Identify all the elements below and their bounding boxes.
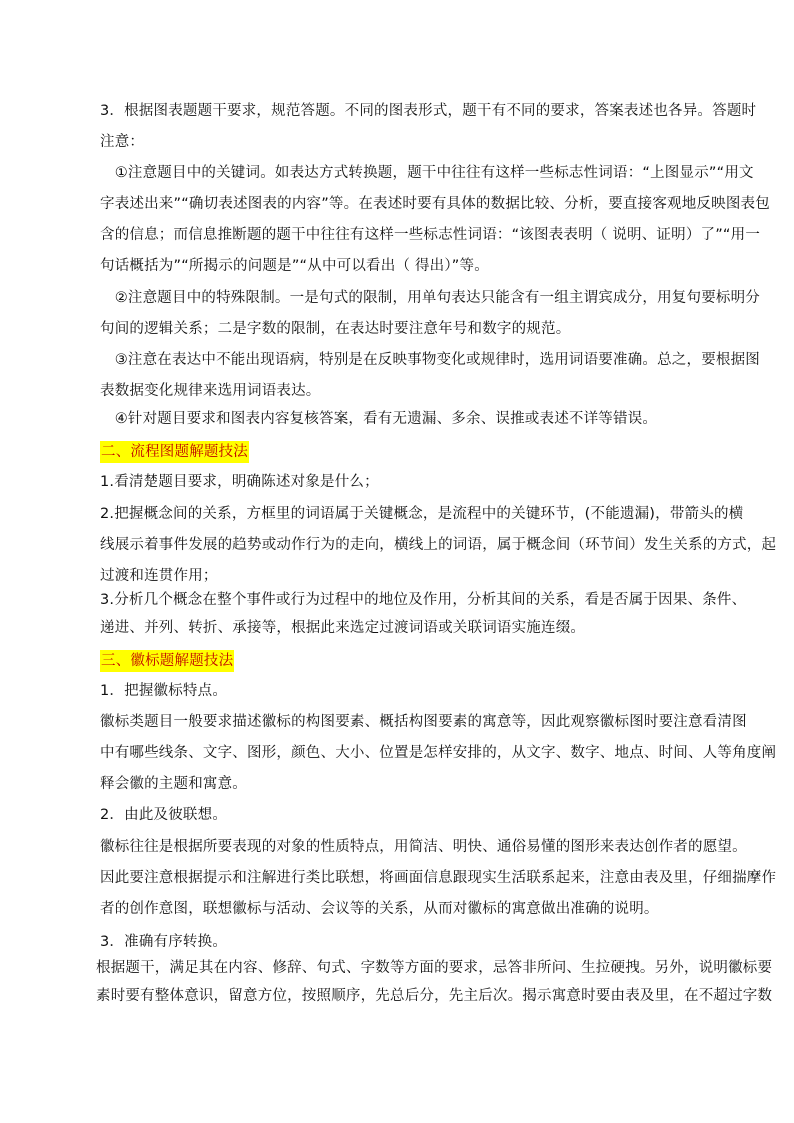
point-2-line: 句间的逻辑关系；二是字数的限制，在表达时要注意年号和数字的规范。 xyxy=(100,321,571,337)
logo-line: 1．把握徽标特点。 xyxy=(100,683,228,699)
logo-line: 徽标往往是根据所要表现的对象的性质特点，用简洁、明快、通俗易懂的图形来表达创作者的愿望。 xyxy=(100,839,747,855)
logo-line: 者的创作意图，联想徽标与活动、会议等的关系，从而对徽标的寓意做出准确的说明。 xyxy=(100,901,659,917)
logo-line: 徽标类题目一般要求描述徽标的构图要素、概括构图要素的寓意等，因此观察徽标图时要注意看清图 xyxy=(100,714,747,730)
flow-line: 2.把握概念间的关系，方框里的词语属于关键概念，是流程中的关键环节，(不能遗漏)，带箭头的横 xyxy=(100,506,744,522)
logo-line: 3．准确有序转换。 xyxy=(100,934,228,950)
heading-flowchart: 二、流程图题解题技法 xyxy=(100,441,249,463)
point-3 xyxy=(100,345,760,407)
point-1 xyxy=(100,158,770,282)
point-2-line: ②注意题目中的特殊限制。一是句式的限制，用单句表达只能含有一组主谓宾成分，用复句要标明分 xyxy=(100,290,760,306)
logo-line: 素时要有整体意识，留意方位，按照顺序，先总后分，先主后次。揭示寓意时要由表及里，在不超过字数 xyxy=(96,988,773,1004)
point-2 xyxy=(100,283,760,345)
flow-line: 线展示着事件发展的趋势或动作行为的走向，横线上的词语，属于概念间（环节间）发生关系的方式，起 xyxy=(100,537,777,553)
logo-item-1-body xyxy=(100,707,777,800)
flow-line: 3.分析几个概念在整个事件或行为过程中的地位及作用，分析其间的关系，看是否属于因果、条件、 xyxy=(100,592,747,608)
point-3-line: 表数据变化规律来选用词语表达。 xyxy=(100,383,321,399)
flow-line: 过渡和连贯作用； xyxy=(100,568,218,584)
logo-line: 释会徽的主题和寓意。 xyxy=(100,776,247,792)
logo-line: 因此要注意根据提示和注解进行类比联想，将画面信息跟现实生活联系起来，注意由表及里，仔细揣摩作 xyxy=(100,870,777,886)
logo-item-1-title xyxy=(100,676,728,707)
intro-line-1: 3．根据图表题题干要求，规范答题。不同的图表形式，题干有不同的要求，答案表述也各异。答题时 xyxy=(100,103,757,119)
flow-line: 递进、并列、转折、承接等，根据此来选定过渡词语或关联词语实施连缀。 xyxy=(100,620,586,636)
flow-line: 1.看清楚题目要求，明确陈述对象是什么； xyxy=(100,474,379,490)
section3-intro xyxy=(100,96,757,158)
logo-line: 根据题干，满足其在内容、修辞、句式、字数等方面的要求，忌答非所问、生拉硬拽。另外，说明徽标要 xyxy=(96,960,773,976)
logo-item-2-body xyxy=(100,832,777,925)
point-4-line: ④针对题目要求和图表内容复核答案，看有无遗漏、多余、误推或表述不详等错误。 xyxy=(100,411,658,427)
point-1-line: 句话概括为”“所揭示的问题是”“从中可以看出（ 得出）”等。 xyxy=(100,258,489,274)
logo-item-3-body xyxy=(96,954,773,1010)
point-1-line: 字表述出来”“确切表述图表的内容”等。在表述时要有具体的数据比较、分析，要直接客观地反映图表包 xyxy=(100,196,770,212)
point-4 xyxy=(100,404,728,435)
intro-line-2: 注意： xyxy=(100,134,145,150)
flow-item-3 xyxy=(100,586,747,642)
point-1-line: ①注意题目中的关键词。如表达方式转换题，题干中往往有这样一些标志性词语：“上图显示”“用文 xyxy=(100,165,754,181)
flow-item-1 xyxy=(100,467,728,498)
point-3-line: ③注意在表达中不能出现语病，特别是在反映事物变化或规律时，选用词语要准确。总之，要根据图 xyxy=(100,352,760,368)
flow-item-2 xyxy=(100,499,777,592)
heading-logo: 三、徽标题解题技法 xyxy=(100,650,234,672)
logo-line: 中有哪些线条、文字、图形，颜色、大小、位置是怎样安排的，从文字、数字、地点、时间、人等角度阐 xyxy=(100,745,777,761)
logo-line: 2．由此及彼联想。 xyxy=(100,807,228,823)
logo-item-2-title xyxy=(100,800,728,831)
point-1-line: 含的信息；而信息推断题的题干中往往有这样一些标志性词语：“该图表表明（ 说明、证明）了”“用一 xyxy=(100,227,761,243)
